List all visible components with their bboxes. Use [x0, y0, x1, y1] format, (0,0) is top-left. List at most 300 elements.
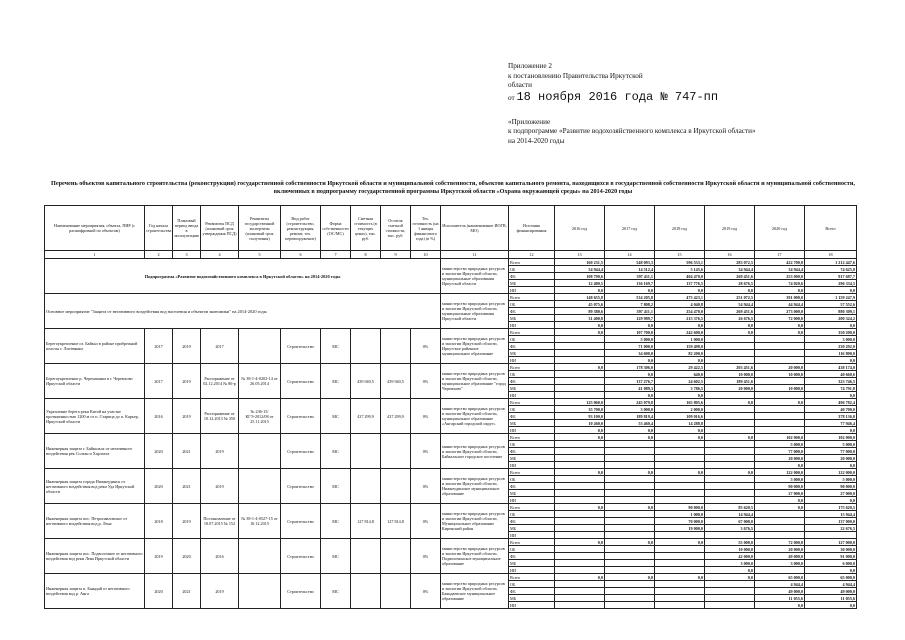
value-cell: 273 000,0 — [755, 308, 805, 315]
value-cell: 102 000,0 — [805, 434, 857, 441]
value-cell: 137 276,7 — [605, 378, 655, 385]
column-number: 7 — [321, 251, 351, 259]
funding-source: ОБ — [509, 476, 555, 483]
column-number: 10 — [411, 251, 441, 259]
value-cell: 0,0 — [605, 574, 655, 581]
object-name: Инженерная защита г. Байкальск от негативного воздействия рек Солзан и Харлахта — [45, 434, 145, 469]
value-cell: 57 552,6 — [805, 301, 857, 308]
value-cell: 391 000,0 — [755, 294, 805, 301]
value-cell — [555, 595, 605, 602]
object-psd: 2019 — [201, 574, 239, 609]
table-row — [45, 574, 857, 581]
object-work: Строительство — [281, 469, 321, 504]
value-cell: 4 944,4 — [805, 581, 857, 588]
executor: министерство природных ресурсов и экологии Иркутской области, Муниципальное образование Киренский район — [441, 504, 509, 539]
value-cell — [555, 336, 605, 343]
object-y2: 2021 — [173, 469, 201, 504]
header-line: области — [508, 81, 533, 90]
object-name: Инженерная защита пос. Петропавловское от негативного воздействия вод р. Лена — [45, 504, 145, 539]
column-header: Реквизиты ПСД (плановый срок утверждения ПСД) — [201, 206, 239, 251]
value-cell — [755, 357, 805, 364]
object-ready: 0% — [411, 399, 441, 434]
value-cell — [605, 588, 655, 595]
column-number: 2 — [145, 251, 173, 259]
value-cell — [755, 567, 805, 574]
value-cell: 5 145,6 — [655, 266, 705, 273]
value-cell: 323 746,5 — [805, 378, 857, 385]
funding-source: ОБ — [509, 406, 555, 413]
value-cell: 122 000,0 — [805, 469, 857, 476]
value-cell: 245 079,8 — [605, 399, 655, 406]
object-y1: 2020 — [145, 574, 173, 609]
funding-source: ФБ — [509, 413, 555, 420]
value-cell — [655, 567, 705, 574]
value-cell: 0,0 — [605, 371, 655, 378]
value-cell: 29 422,5 — [655, 364, 705, 371]
value-cell: 67 000,0 — [705, 518, 755, 525]
funding-source: МБ — [509, 385, 555, 392]
value-cell — [605, 532, 655, 539]
value-cell: 27 000,0 — [755, 490, 805, 497]
value-cell — [705, 420, 755, 427]
funding-source: МБ — [509, 490, 555, 497]
object-own: МС — [321, 574, 351, 609]
table-row — [45, 504, 857, 511]
value-cell: 160 231,5 — [555, 259, 605, 266]
value-cell: 230 292,0 — [805, 343, 857, 350]
value-cell — [705, 595, 755, 602]
object-y2: 2021 — [173, 574, 201, 609]
date-prefix: от — [508, 93, 515, 102]
object-exp — [239, 539, 281, 574]
value-cell: 137 000,0 — [805, 518, 857, 525]
value-cell — [655, 455, 705, 462]
value-cell — [655, 476, 705, 483]
document-header — [508, 62, 756, 147]
value-cell: 640,0 — [655, 371, 705, 378]
value-cell — [605, 581, 655, 588]
funding-source: Всего — [509, 469, 555, 476]
object-exp — [239, 329, 281, 364]
funding-source: МБ — [509, 315, 555, 322]
column-header: Источник финансирования — [509, 206, 555, 251]
value-cell — [555, 560, 605, 567]
column-header: 2016 год — [555, 206, 605, 251]
object-psd: Распоряжение от 10.12.2013 № 350 — [201, 399, 239, 434]
value-cell: 34 944,4 — [755, 266, 805, 273]
object-name: Инженерная защита города Нижнеудинск от негативного воздействия вод реки Уда Иркутской области — [45, 469, 145, 504]
value-cell: 6 000,0 — [805, 560, 857, 567]
object-work: Строительство — [281, 574, 321, 609]
value-cell: 44 944,4 — [755, 301, 805, 308]
value-cell: 7 808,2 — [605, 301, 655, 308]
value-cell — [705, 350, 755, 357]
column-number: 1 — [45, 251, 145, 259]
value-cell — [555, 497, 605, 504]
object-work: Строительство — [281, 399, 321, 434]
value-cell: 55 000,0 — [705, 539, 755, 546]
value-cell: 148 655,8 — [555, 294, 605, 301]
object-rest — [381, 434, 411, 469]
value-cell: 49 000,0 — [805, 588, 857, 595]
value-cell: 10 000,0 — [705, 371, 755, 378]
object-name: Инженерная защита п. Баяндай от негативного воздействия вод р. Анга — [45, 574, 145, 609]
value-cell: 127 000,0 — [805, 539, 857, 546]
value-cell: 65 000,0 — [755, 574, 805, 581]
value-cell: 4 944,4 — [755, 581, 805, 588]
value-cell: 0,0 — [555, 539, 605, 546]
value-cell: 0,0 — [555, 322, 605, 329]
value-cell: 0,0 — [655, 427, 705, 434]
funding-source: ИИ — [509, 462, 555, 469]
object-work: Строительство — [281, 364, 321, 399]
funding-source: ИИ — [509, 287, 555, 294]
value-cell: 0,0 — [555, 364, 605, 371]
value-cell — [705, 602, 755, 609]
value-cell — [655, 490, 705, 497]
value-cell: 27 000,0 — [805, 490, 857, 497]
value-cell: 203 451,6 — [705, 364, 755, 371]
object-name: Берегоукрепление оз. Байкал в районе прибрежной полосы г. Листвянки — [45, 329, 145, 364]
column-header: 2020 год — [755, 206, 805, 251]
funding-source: ОБ — [509, 301, 555, 308]
object-exp: № 38-1-4-0527-15 от 10.12.2015 — [239, 504, 281, 539]
value-cell — [705, 392, 755, 399]
object-psd: 2019 — [201, 469, 239, 504]
value-cell — [555, 581, 605, 588]
funding-source: ФБ — [509, 448, 555, 455]
value-cell — [555, 602, 605, 609]
funding-source: ОБ — [509, 441, 555, 448]
table-row — [45, 294, 857, 301]
value-cell: 0,0 — [655, 574, 705, 581]
column-header: Вид работ (строительство, реконструкция, ремонт, тех. перевооружение) — [281, 206, 321, 251]
value-cell — [755, 350, 805, 357]
value-cell — [555, 546, 605, 553]
value-cell: 0,0 — [805, 322, 857, 329]
value-cell: 0,0 — [705, 322, 755, 329]
value-cell: 0,0 — [605, 427, 655, 434]
value-cell: 880 309,1 — [805, 308, 857, 315]
value-cell: 125 060,0 — [555, 399, 605, 406]
column-header: Реквизиты государственной экспертизы (плановый срок получения) — [239, 206, 281, 251]
value-cell: 0,0 — [805, 357, 857, 364]
value-cell — [805, 532, 857, 539]
objects-table — [44, 205, 857, 609]
executor: министерство природных ресурсов и экологии Иркутской области, Нижнеудинское муниципальное образование — [441, 469, 509, 504]
object-rest — [381, 469, 411, 504]
object-own: МС — [321, 539, 351, 574]
object-work: Строительство — [281, 434, 321, 469]
funding-source: ОБ — [509, 266, 555, 273]
value-cell: 108 790,6 — [555, 273, 605, 280]
value-cell — [655, 532, 705, 539]
column-number: 12 — [509, 251, 555, 259]
table-row — [45, 259, 857, 266]
table-row — [45, 364, 857, 371]
object-rest: 439 940,5 — [381, 364, 411, 399]
object-exp: № 236-15/КГЭ-2012/08 от 25.11.2015 — [239, 399, 281, 434]
table-header-row — [45, 206, 857, 251]
column-number: 17 — [755, 251, 805, 259]
funding-source: ИИ — [509, 322, 555, 329]
funding-source: Всего — [509, 504, 555, 511]
value-cell: 14 944,4 — [705, 511, 755, 518]
object-rest — [381, 539, 411, 574]
funding-source: МБ — [509, 350, 555, 357]
value-cell: 378 136,0 — [805, 413, 857, 420]
value-cell: 72 000,0 — [755, 539, 805, 546]
value-cell: 34 600,0 — [605, 350, 655, 357]
value-cell: 0,0 — [605, 357, 655, 364]
value-cell: 20 000,0 — [755, 364, 805, 371]
value-cell: 175 620,5 — [805, 504, 857, 511]
funding-source: ИИ — [509, 567, 555, 574]
value-cell: 28 676,5 — [705, 280, 755, 287]
value-cell — [705, 455, 755, 462]
funding-source: МБ — [509, 420, 555, 427]
value-cell — [605, 560, 655, 567]
column-header: Форма собственности (ОС/МС) — [321, 206, 351, 251]
value-cell: 0,0 — [755, 399, 805, 406]
value-cell: 0,0 — [755, 322, 805, 329]
value-cell: 77 946,4 — [805, 420, 857, 427]
value-cell — [555, 343, 605, 350]
value-cell: 77 000,0 — [805, 448, 857, 455]
object-ready: 0% — [411, 539, 441, 574]
value-cell: 0,0 — [605, 392, 655, 399]
value-cell: 0,0 — [655, 392, 705, 399]
value-cell: 0,0 — [755, 504, 805, 511]
funding-source: Всего — [509, 364, 555, 371]
object-y1: 2020 — [145, 469, 173, 504]
value-cell: 5 000,0 — [805, 476, 857, 483]
value-cell: 269 451,6 — [705, 308, 755, 315]
value-cell — [705, 588, 755, 595]
value-cell: 0,0 — [655, 434, 705, 441]
value-cell — [605, 511, 655, 518]
value-cell: 74 791,8 — [805, 385, 857, 392]
table-row — [45, 434, 857, 441]
funding-source: Всего — [509, 329, 555, 336]
funding-source: ИИ — [509, 357, 555, 364]
value-cell: 10 000,0 — [755, 371, 805, 378]
value-cell: 0,0 — [755, 462, 805, 469]
value-cell: 0,0 — [705, 399, 755, 406]
value-cell: 15 944,4 — [805, 511, 857, 518]
value-cell: 5 000,0 — [755, 476, 805, 483]
table-row — [45, 539, 857, 546]
value-cell — [605, 553, 655, 560]
value-cell: 70 000,0 — [655, 518, 705, 525]
value-cell: 397 411,1 — [605, 273, 655, 280]
object-name: Укрепление берега реки Китой на участке протяженностью 1200 м от п. Старица до п. Карьер, Иркутской области — [45, 399, 145, 434]
value-cell — [705, 441, 755, 448]
object-ready: 0% — [411, 504, 441, 539]
value-cell: 0,0 — [605, 434, 655, 441]
value-cell — [755, 343, 805, 350]
object-y1: 2018 — [145, 504, 173, 539]
value-cell: 283 072,5 — [705, 259, 755, 266]
value-cell: 20 000,0 — [805, 455, 857, 462]
value-cell: 0,0 — [605, 539, 655, 546]
value-cell: 0,0 — [655, 539, 705, 546]
object-own: МС — [321, 364, 351, 399]
value-cell: 102 000,0 — [755, 434, 805, 441]
value-cell: 0,0 — [655, 322, 705, 329]
value-cell: 350 200,0 — [805, 329, 857, 336]
value-cell — [755, 406, 805, 413]
object-rest — [381, 329, 411, 364]
value-cell — [755, 518, 805, 525]
value-cell: 917 687,7 — [805, 273, 857, 280]
object-cost — [351, 434, 381, 469]
value-cell: 5 000,0 — [805, 441, 857, 448]
value-cell: 0,0 — [655, 357, 705, 364]
value-cell — [655, 588, 705, 595]
column-header: Наименование мероприятия, объекта, ПИР (с расшифровкой по объектам) — [45, 206, 145, 251]
value-cell — [555, 462, 605, 469]
date-value: 18 ноября 2016 года № 747-пп — [516, 89, 719, 104]
value-cell: 0,0 — [655, 469, 705, 476]
funding-source: МБ — [509, 595, 555, 602]
value-cell: 5 000,0 — [755, 441, 805, 448]
value-cell: 93 100,0 — [555, 413, 605, 420]
value-cell: 438 174,0 — [805, 364, 857, 371]
value-cell: 24 602,5 — [655, 378, 705, 385]
header-line: к постановлению Правительства Иркутской — [508, 71, 643, 80]
value-cell — [605, 546, 655, 553]
value-cell — [555, 357, 605, 364]
object-y1: 2017 — [145, 329, 173, 364]
table-number-row — [45, 251, 857, 259]
value-cell — [555, 525, 605, 532]
value-cell — [705, 497, 755, 504]
value-cell — [605, 595, 655, 602]
value-cell: 253 000,0 — [755, 273, 805, 280]
object-rest — [381, 574, 411, 609]
object-cost — [351, 469, 381, 504]
value-cell — [555, 392, 605, 399]
value-cell: 91 000,0 — [805, 553, 857, 560]
value-cell — [705, 462, 755, 469]
column-number: 9 — [381, 251, 411, 259]
value-cell: 0,0 — [555, 504, 605, 511]
object-name: Берегоукрепление р. Черемшанка в г. Черемхово Иркутской области — [45, 364, 145, 399]
value-cell: 215 376,5 — [655, 315, 705, 322]
value-cell: 22 676,5 — [805, 525, 857, 532]
object-y1: 2016 — [145, 399, 173, 434]
value-cell: 11 055,6 — [755, 595, 805, 602]
value-cell — [605, 455, 655, 462]
value-cell: 0,0 — [705, 434, 755, 441]
value-cell — [555, 441, 605, 448]
column-header: Сметная стоимость (в текущих ценах), тыс. руб. — [351, 206, 381, 251]
value-cell — [705, 357, 755, 364]
column-header: Плановый период ввода в эксплуатацию — [173, 206, 201, 251]
value-cell: 0,0 — [605, 287, 655, 294]
value-cell — [655, 448, 705, 455]
funding-source: ОБ — [509, 546, 555, 553]
value-cell: 1 000,0 — [655, 511, 705, 518]
value-cell — [655, 497, 705, 504]
object-ready: 0% — [411, 329, 441, 364]
table-row — [45, 329, 857, 336]
section-name: Основное мероприятие "Защита от негативного воздействия вод населения и объектов экономики" на 2014-2020 годы — [45, 294, 441, 329]
funding-source: МБ — [509, 560, 555, 567]
value-cell — [605, 518, 655, 525]
object-own: МС — [321, 469, 351, 504]
value-cell: 0,0 — [555, 329, 605, 336]
value-cell: 0,0 — [605, 469, 655, 476]
value-cell: 0,0 — [755, 497, 805, 504]
funding-source: Всего — [509, 399, 555, 406]
value-cell: 475 423,1 — [655, 294, 705, 301]
value-cell: 74 020,6 — [755, 280, 805, 287]
value-cell: 14 288,8 — [655, 420, 705, 427]
value-cell: 109 016,6 — [655, 413, 705, 420]
value-cell: 54 944,4 — [705, 301, 755, 308]
value-cell: 0,0 — [555, 469, 605, 476]
value-cell: 35 700,0 — [555, 406, 605, 413]
value-cell: 0,0 — [705, 469, 755, 476]
value-cell: 90 000,0 — [755, 483, 805, 490]
column-number: 16 — [705, 251, 755, 259]
value-cell — [605, 462, 655, 469]
value-cell: 3 000,0 — [705, 560, 755, 567]
value-cell — [705, 483, 755, 490]
value-cell: 1 159 247,9 — [805, 294, 857, 301]
value-cell: 1 000,0 — [655, 336, 705, 343]
value-cell: 251 072,5 — [705, 294, 755, 301]
column-number: 5 — [239, 251, 281, 259]
object-work: Строительство — [281, 539, 321, 574]
column-header: 2019 год — [705, 206, 755, 251]
object-y2: 2020 — [173, 539, 201, 574]
object-psd: Постановление от 18.07.2015 № 152 — [201, 504, 239, 539]
value-cell: 0,0 — [805, 602, 857, 609]
funding-source: Всего — [509, 434, 555, 441]
value-cell: 40 660,6 — [805, 371, 857, 378]
section-name: Подпрограмма «Развитие водохозяйственного комплекса в Иркутской области» на 2014-2020 годы — [45, 259, 441, 294]
value-cell: 496 782,4 — [805, 399, 857, 406]
value-cell: 1 212 447,6 — [805, 259, 857, 266]
value-cell: 71 000,0 — [605, 343, 655, 350]
value-cell: 0,0 — [705, 574, 755, 581]
value-cell: 0,0 — [755, 602, 805, 609]
object-rest: 127 814,8 — [381, 504, 411, 539]
object-own: МС — [321, 399, 351, 434]
value-cell: 89 380,6 — [555, 308, 605, 315]
column-number: 18 — [805, 251, 857, 259]
value-cell: 82 200,0 — [655, 350, 705, 357]
object-y2: 2019 — [173, 504, 201, 539]
value-cell: 30 000,0 — [805, 546, 857, 553]
object-own: МС — [321, 434, 351, 469]
value-cell: 269 451,6 — [705, 273, 755, 280]
value-cell — [705, 343, 755, 350]
value-cell: 0,0 — [805, 392, 857, 399]
funding-source: ФБ — [509, 343, 555, 350]
executor: министерство природных ресурсов и экологии Иркутской области, муниципальные образования Иркутской области — [441, 294, 509, 329]
object-own: МС — [321, 329, 351, 364]
column-number: 15 — [655, 251, 705, 259]
value-cell — [655, 560, 705, 567]
value-cell — [555, 532, 605, 539]
value-cell: 0,0 — [805, 287, 857, 294]
object-y1: 2020 — [145, 434, 173, 469]
funding-source: Всего — [509, 539, 555, 546]
